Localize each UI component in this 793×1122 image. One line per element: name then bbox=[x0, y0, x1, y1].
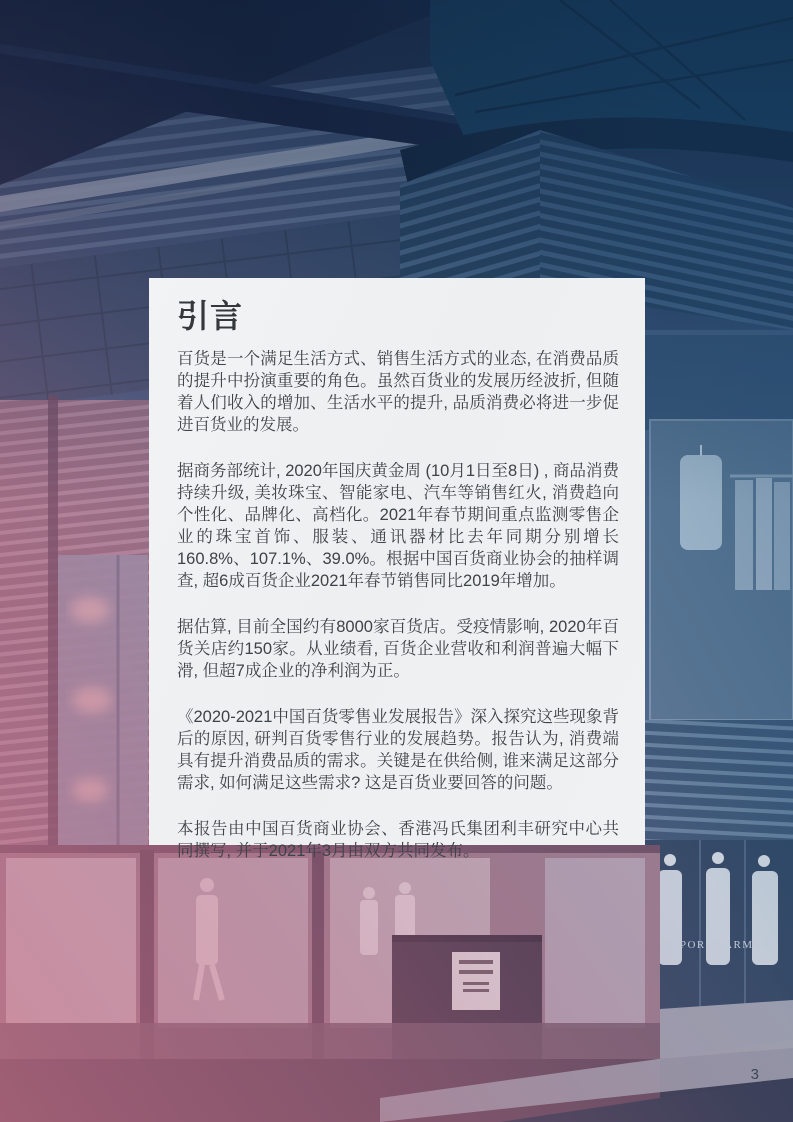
paragraph-report-scope: 《2020-2021中国百货零售业发展报告》深入探究这些现象背后的原因, 研判百货零售行业的发展趋势。报告认为, 消费端具有提升消费品质的需求。关键是在供给侧, 谁来满足这部分需求, 如何满足这些需求? 这是百货业要回答的问题。 bbox=[177, 708, 619, 792]
paragraph-mofcom-stats: 据商务部统计, 2020年国庆黄金周 (10月1日至8日) , 商品消费持续升级, 美妆珠宝、智能家电、汽车等销售红火, 消费趋向个性化、品牌化、高档化。2021年春节期间重点监测零售企业的珠宝首饰、服装、通讯器材比去年同期分别增长160.8%、107.1%、39.0%。根据中国百货商业协会的抽样调查, 超6成百货企业2021年春节销售同比2019年增加。 bbox=[177, 462, 619, 590]
content-card bbox=[149, 278, 645, 860]
paragraph-authors: 本报告由中国百货商业协会、香港冯氏集团利丰研究中心共同撰写, 并于2021年3月由双方共同发布。 bbox=[177, 820, 619, 860]
page-title: 引言 bbox=[177, 298, 244, 334]
paragraph-store-estimates: 据估算, 目前全国约有8000家百货店。受疫情影响, 2020年百货关店约150家。从业绩看, 百货企业营收和利润普遍大幅下滑, 但超7成企业的净利润为正。 bbox=[177, 618, 619, 680]
page-number: 3 bbox=[750, 1066, 759, 1083]
paragraph-overview: 百货是一个满足生活方式、销售生活方式的业态, 在消费品质的提升中扮演重要的角色。虽然百货业的发展历经波折, 但随着人们收入的增加、生活水平的提升, 品质消费必将进一步促进百货业的发展。 bbox=[177, 350, 619, 434]
